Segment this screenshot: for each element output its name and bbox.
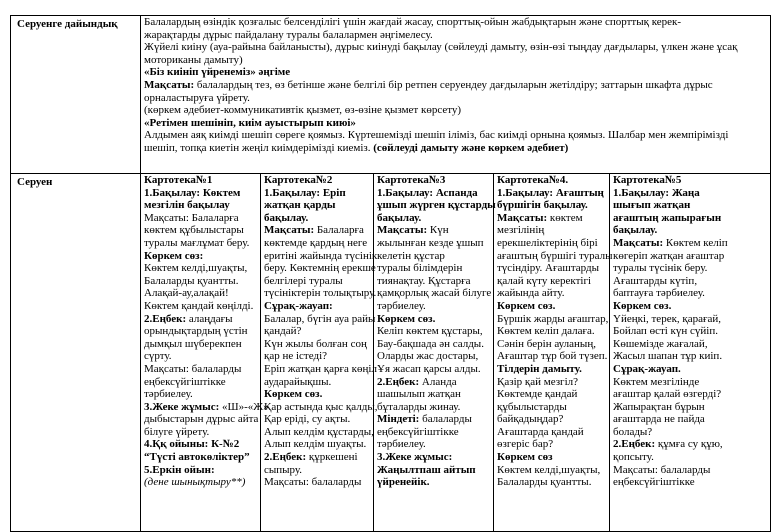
card-line-heading: 2.Еңбек: [377,375,420,388]
card-line: Мақсаты: Балаларға [144,211,239,224]
card-line: Сұрақ-жауап. [613,362,681,375]
document-page [10,15,750,530]
card-line-text: Көктем келіп [663,236,728,249]
card-line: Картотека№2 [264,174,333,186]
walk-row [11,174,771,532]
prep-line: «Ретімен шешініп, киім ауыстырып киюі» [144,116,356,129]
card-line: шашылып жатқан [377,388,461,401]
card-line: Күн жылы болған соң [264,337,367,350]
card-line: бүршігін бақылау. [497,199,588,212]
card-line: (дене шынықтыру**) [144,476,246,489]
card-line: Көркем сөз. [377,312,436,325]
card-line: 3.Жеке жұмыс: [377,451,453,464]
card-line-text: Балаларға [314,224,364,237]
card-line: қопсыту. [613,451,654,464]
card-line: мезгілін бақылау [144,199,230,212]
card-line [264,224,371,237]
card-line: Көркем сөз. [264,388,323,401]
card-line-text: Аланда [419,375,457,388]
prep-line: Жүйелі киіну (ауа-райына байланысты), дұрыс киінуді бақылау (сөйлеуді дамыту, өзін-өзі тыңдау дағдылары, үлкен және ұсақ [144,41,738,54]
card-line-heading: Мақсаты: [264,224,315,237]
card-line: ұшып жүрген құстарды [377,199,496,212]
card-line: өзгеріс бар? [497,438,554,451]
card-line: Көктем келіп далаға. [497,325,595,338]
prep-line: моториканы дамыту) [144,53,243,66]
card-line: жатқан қарды [264,199,336,212]
card-line: Жапырақтан бұрын [613,400,705,413]
card-line: түсініктерін толықтыру. [264,287,377,300]
card-line-text: балаларды [419,413,472,426]
card-line: Сұрақ-жауап: [264,299,333,312]
card-line: Ағаштар тұр бой түзеп. [497,350,608,363]
card-line: бақылау. [377,211,422,224]
card-line: еңбексүйгіштікке [377,425,459,438]
card-line: Көктем қандай көңілді. [144,299,254,312]
card-line: Картотека№4. [497,174,569,186]
card-line: Картотека№3 [377,174,446,186]
card-line: Жаңылтпаш айтып [377,463,476,476]
card-line: Картотека№5 [613,174,682,186]
card-line [377,376,491,389]
card-line [497,212,607,225]
prep-line: орналастыруға үйрету. [144,91,250,104]
prep-line: Балалардың өзіндік қозғалыс белсенділігі үшін жағдай жасау, спорттық-ойын жабдықтарын және спорттық керек- [144,16,682,28]
card-line-heading: 3.Жеке жұмыс: [144,400,220,413]
card-line: дымқыл шүберекпен [144,337,242,350]
card-line: Көктемде қандай [497,388,578,401]
card-line: Үйеңкі, терек, қарағай, [613,312,722,325]
card-line: 4.Ққ ойыны: К-№2 [144,438,240,451]
card-line: Мақсаты: балаларды [264,476,362,489]
card-line [264,451,371,464]
card-line-heading: Мақсаты: [377,224,428,237]
card-line: Картотека№1 [144,174,213,186]
prep-line-tail: (сөйлеуді дамыту және көркем әдебиет) [373,141,569,154]
card-line: ағаштың бүршігі туралы [497,249,613,262]
card-line: ағаштарда не пайда [613,413,705,426]
card-line: “Түсті автокөліктер” [144,451,250,464]
card-line: тәрбиелеу. [144,388,193,401]
card-1 [141,174,269,532]
card-line [613,438,768,451]
prep-line: жарақтарды дұрыс пайдалану туралы балалармен әңгімелесу. [144,28,433,41]
card-line: сүрту. [144,350,172,363]
prep-line [144,142,770,155]
card-line: Бойлап өсті күн сүйіп. [613,325,719,338]
card-line: еңбексүйгіштікке [144,375,226,388]
card-line: Жасыл шапан тұр киіп. [613,350,723,363]
walk-label: Серуен [11,174,141,532]
card-line: шығып жатқан [613,199,691,212]
card-line: туралы мағлұмат беру. [144,236,250,249]
prep-line-heading: Мақсаты: [144,78,195,91]
card-line: Көшемізде жағалай, [613,337,708,350]
card-line: Көркем сөз [497,451,553,464]
card-line: мезгілінің [497,224,545,237]
card-line: байқадыңдар? [497,413,564,426]
card-line: көктемде қардың неге [264,236,368,249]
card-line-text: көктем [547,211,583,224]
card-line: 1.Бақылау: Ағаштың [497,186,604,199]
prep-content [141,16,771,174]
card-line [144,313,258,326]
card-line: Көктем келді,шуақты, [144,262,248,275]
card-line: туралы түсінік беру. [613,262,708,275]
card-line: Алып келдім шуақты. [264,438,367,451]
card-line: тәрбиелеу. [377,299,426,312]
card-line [377,413,491,426]
card-line: тәрбиелеу. [377,438,426,451]
schedule-table [10,15,771,532]
card-line: ағаштар қалай өзгерді? [613,388,722,401]
prep-line [144,79,770,92]
card-line: Балаларды қуантты. [497,476,592,489]
card-line: Көркем сөз: [144,249,204,262]
card-line: Көктем мезгілінде [613,375,700,388]
card-line: Еріп жатқан қарға көңіл [264,362,377,375]
prep-line-main: шешіп, топқа киетін жеңіл киімдерімізді киеміз. [144,141,374,154]
card-line: ағаштың жапырағын [613,211,722,224]
prep-line: (көркем әдебиет-коммуникативтік қызмет, өз-өзіне қызмет көрсету) [144,104,462,117]
card-line: еритіні жайында түсінік [264,249,378,262]
card-line: келетін құстар [377,249,445,262]
card-line: 1.Бақылау: Аспанда [377,186,478,199]
card-line: Мақсаты: балаларды [613,463,711,476]
card-line: 1.Бақылау: Жаңа [613,186,700,199]
card-line: Алақай-ау,алақай! [144,287,229,300]
card-line: дыбыстарын дұрыс айта [144,413,259,426]
card-line: 1.Бақылау: Көктем [144,186,241,199]
card-line: болады? [613,425,653,438]
card-line: көктем құбылыстары [144,224,244,237]
prep-text [144,16,770,155]
prep-row [11,16,771,174]
card-line: Көркем сөз. [497,299,556,312]
card-line: туралы білімдерін [377,262,463,275]
card-line [377,224,491,237]
prep-line: Алдымен аяқ киімді шешіп сөреге қоямыз. Күртешемізді шешіп іліміз, бас киімді орнына қоямыз. Шалбар мен жемпірімізді [144,129,729,142]
card-line [144,400,269,414]
card-line: Балалар, бүгін ауа райы [264,312,376,325]
card-line: құбылыстарды [497,400,567,413]
card-line-heading: 2.Еңбек: [613,438,656,451]
card-line: бақылау. [613,224,658,237]
card-line: қалай күту керектігі [497,274,592,287]
card-line: 1.Бақылау: Еріп [264,186,346,199]
card-line: жайында айту. [497,287,565,300]
card-line: үйренейік. [377,476,430,489]
card-line [613,237,768,250]
card-line: Тілдерін дамыту. [497,362,582,375]
card-line: сыпыру. [264,463,303,476]
card-line: көгеріп жатқан ағаштар [613,249,725,262]
card-line: Ұя жасап қарсы алды. [377,362,481,375]
prep-line: «Біз киініп үйренеміз» әңгіме [144,66,291,79]
card-2 [261,174,378,532]
card-line: Алып келдім құстарды, [264,425,374,438]
card-line-heading: 2.Еңбек: [264,451,307,464]
card-line: Қар астында қыс қалды, [264,400,378,413]
card-line: баптауға тәрбиелеу. [613,287,705,300]
card-line: Көркем сөз. [613,299,672,312]
card-line: Қазір қай мезгіл? [497,375,578,388]
card-3 [374,174,494,532]
card-line: қандай? [264,325,302,338]
card-line: Сәнін берін ауланың, [497,337,596,350]
card-line: қамқорлық жасай білуге [377,287,492,300]
card-line: жылынған кезде ұшып [377,236,484,249]
card-line-text: құркешені [306,451,358,464]
card-line: белгілері туралы [264,274,343,287]
card-line: бұталарды жинау. [377,400,461,413]
card-line-heading: Мақсаты: [497,211,548,224]
card-line-text: Күн [427,224,449,237]
prep-line-text: балалардың тез, өз бетінше және белгілі бір ретпен серуендеу дағдыларын жетілдіру; заттарын шкафта дұрыс [194,78,713,91]
card-line: аударайықшы. [264,375,332,388]
card-line: Мақсаты: балаларды [144,362,242,375]
prep-label: Серуенге дайындық [11,16,141,174]
card-line-text: алаңдағы [186,312,233,325]
card-line: 5.Еркін ойын: [144,463,215,476]
card-5 [610,174,771,532]
card-line-heading: 2.Еңбек: [144,312,187,325]
card-line: білуге үйрету. [144,425,210,438]
card-line: Келіп көктем құстары, [377,325,483,338]
card-line: қар не істеді? [264,350,328,363]
card-line: Бүршік жарды ағаштар, [497,312,609,325]
card-line: түсіндіру. Ағаштарды [497,262,600,275]
card-line-heading: Мақсаты: [613,236,664,249]
card-line-heading: Міндеті: [377,413,420,426]
card-line: ерекшеліктерінің бірі [497,236,598,249]
card-line: Бау-бақшада ән салды. [377,337,484,350]
card-line: еңбексүйгіштікке [613,476,695,489]
card-line: Ағаштарды күтіп, [613,274,698,287]
card-line-text: «Ш»-«Ж» [219,400,269,413]
card-line: Қар еріді, су ақты. [264,413,351,426]
card-line: бақылау. [264,211,309,224]
card-4 [494,174,613,532]
card-line: Оларды жас достары, [377,350,479,363]
card-line: Ағаштарда қандай [497,425,584,438]
card-line: тиянақтау. Құстарға [377,274,471,287]
card-line: Балаларды қуантты. [144,274,239,287]
card-line: Көктем келді,шуақты, [497,463,601,476]
card-line: беру. Көктемнің ерекше [264,262,376,275]
card-line: орындықтардың үстін [144,325,248,338]
card-line-text: құмға су құю, [655,438,723,451]
